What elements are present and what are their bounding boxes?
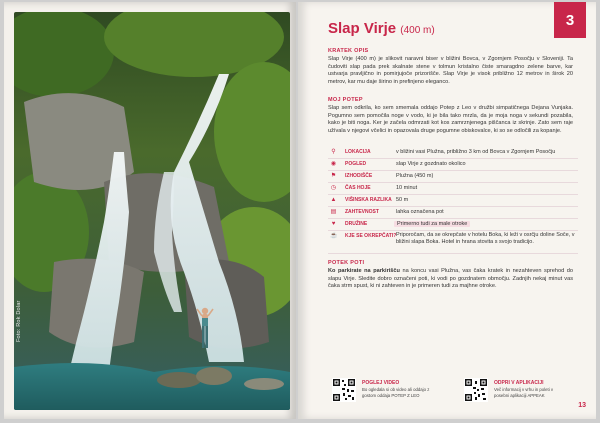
info-label: POGLED [345,161,367,167]
title-text: Slap Virje [328,20,397,37]
my-trip-text: Slap sem odkrila, ko sem smemala oddajo Potep z Leo v družbi simpatičnega Dejana Vunjaka. Pogumno sem pomočila noge v vodo, ki je bila tako mrzla, da je moja noga v sekundi pozabila, kako je biti noga. Ker je začela odmrzati kot kos zamrznjenega piščanca iz skrinje. Zato sem raje užívala v njegovi včelici in opazovala druge pogumne obiskovalce, ki so se odločili za kopanje. [328,105,573,134]
flag-icon: ⚑ [330,173,337,179]
info-label: KJE SE OKREPČATI? [345,233,397,239]
info-row-view [328,159,578,171]
family-icon: ♥ [331,221,336,227]
location-icon: ⚲ [331,149,336,155]
eye-icon: ◉ [330,161,337,167]
short-description-text: Slap Virje (400 m) je slikovit naravni biser v bližini Bovca, v Zgornjem Posočju v Sloveniji. Ta čudoviti slap pada prek skalnate stene v tolmun kristalno čiste smaragdno zelene barve, kar ustvarja pravljično in pomirjujoče prizorišče. Slap Virje je visok približno 12 metrov in širok 20 metrov, kar mu daje širino in prefinjeno eleganco. [328,56,573,85]
app-title[interactable]: ODPRI V APLIKACIJI [494,380,544,386]
info-label: ZAHTEVNOST [345,209,379,215]
info-value: 50 m [396,197,409,203]
info-label: LOKACIJA [345,149,371,155]
route-lead: Ko parkirate na parkirišču [328,268,400,274]
info-label: DRUŽINE [345,221,368,227]
bottom-links [324,370,584,406]
info-value-highlight: Primerno tudi za male otroke [394,221,470,227]
waterfall-photo [14,12,290,410]
short-description-heading: KRATEK OPIS [328,48,369,54]
altitude-icon: ▲ [330,197,337,203]
info-value: v bližini vasi Plužna, približno 3 km od Bovca v Zgornjem Posočju [396,149,556,155]
photo-credit: Foto: Rok Dolar [16,300,22,342]
info-value: Plužna (450 m) [396,173,434,179]
route-text [328,268,573,291]
info-value: slap Virje z gozdnato okolico [396,161,466,167]
clock-icon: ◷ [330,185,337,191]
qr-code-app[interactable] [464,378,488,402]
route-body: na koncu vasi Plužna, vas čaka kratek in nezahteven sprehod do slapu Virje. Sledite dobro označeni poti, ki vodi po gozdnatem območju. Zadnjih nekaj minut vas čaka strm spust, ki ni zahteven in je primeren tudi za majhne otroke. [328,268,573,290]
title-altitude: (400 m) [400,25,435,36]
left-page [4,2,296,419]
info-row-elevation [328,195,578,207]
info-row-difficulty [328,207,578,219]
video-text: Bo ogledala si ob video ali oddajo z gostom oddaja POTEP Z LEO [362,387,430,398]
app-text: Več informacij v vrhu in poleti v posebni aplikaciji APPEAK [494,387,553,398]
cup-icon: ☕ [330,233,338,239]
info-label: ČAS HOJE [345,185,371,191]
info-row-start [328,171,578,183]
right-page [298,2,596,419]
qr-code-video[interactable] [332,378,356,402]
chapter-number-tab: 3 [554,2,586,38]
video-title[interactable]: POGLEJ VIDEO [362,380,400,386]
difficulty-icon: ▤ [330,209,337,215]
info-value: Priporočam, da se okrepčate v hotelu Boka, ki leži v osrčju doline Soče, v bližini slapa Boka. Hotel in hrana stovita s svojo tradicijo. [396,232,575,246]
info-row-refreshment [328,231,578,254]
my-trip-heading: MOJ POTEP [328,97,363,103]
info-value: lahka označena pot [396,209,444,215]
info-row-families [328,219,578,231]
info-table [328,147,578,254]
info-row-location [328,147,578,159]
page-number: 13 [578,402,586,409]
route-heading: POTEK POTI [328,260,365,266]
info-row-walk-time [328,183,578,195]
info-label: IZHODIŠČE [345,173,373,179]
info-value: 10 minut [396,185,418,191]
info-label: VIŠINSKA RAZLIKA [345,197,392,203]
page-title [328,20,435,37]
